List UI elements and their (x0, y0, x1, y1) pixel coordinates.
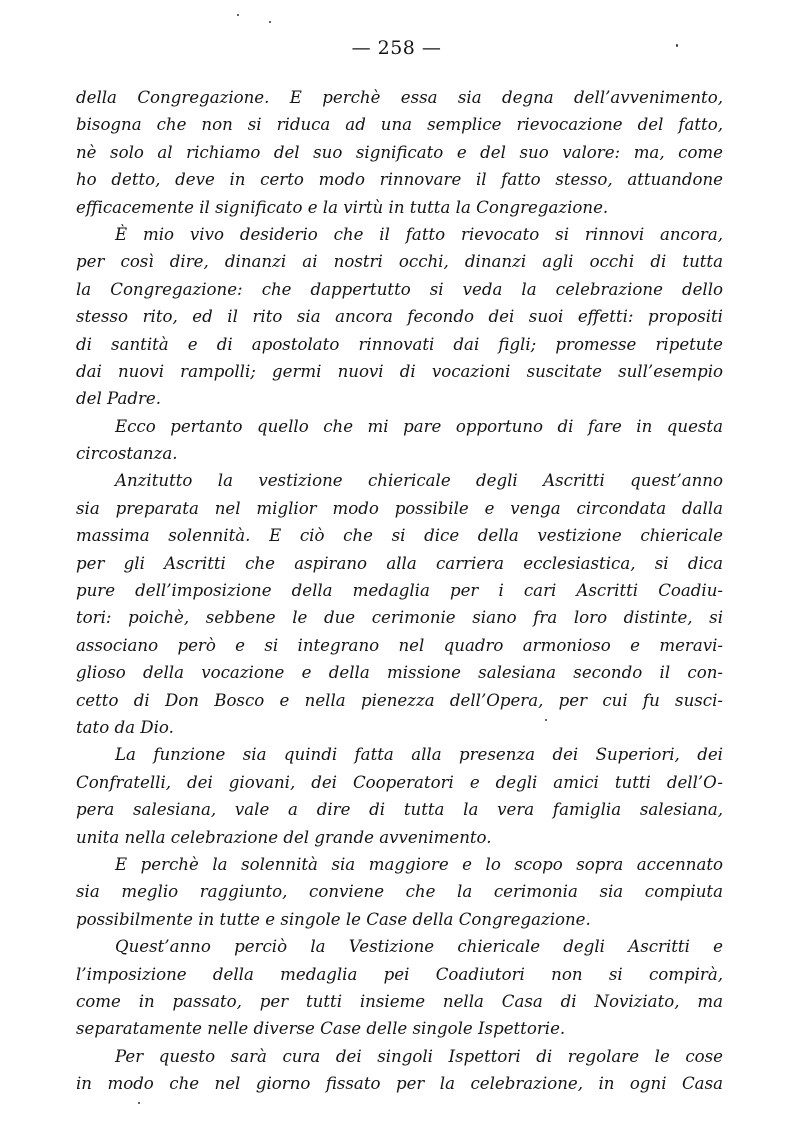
paragraph (76, 1043, 723, 1098)
scan-speck (269, 21, 271, 23)
text-line: glioso della vocazione e della missione salesiana secondo il con- (76, 663, 723, 683)
paragraph (76, 84, 723, 221)
text-line: cetto di Don Bosco e nella pienezza dell’Opera, per cui fu susci- (76, 690, 723, 710)
text-line: dai nuovi rampolli; germi nuovi di vocazioni suscitate sull’esempio (76, 361, 723, 381)
text-line: Per questo sarà cura dei singoli Ispettori di regolare le cose (115, 1046, 723, 1066)
text-line: pera salesiana, vale a dire di tutta la vera famiglia salesiana, (76, 800, 723, 820)
text-line: La funzione sia quindi fatta alla presenza dei Superiori, dei (115, 745, 723, 765)
scan-speck (545, 719, 547, 721)
text-line: ho detto, deve in certo modo rinnovare il fatto stesso, attuandone (76, 170, 723, 190)
body-text (76, 84, 723, 1097)
paragraph (76, 851, 723, 933)
text-line: del Padre. (76, 389, 161, 409)
text-line: bisogna che non si riduca ad una semplice rievocazione del fatto, (76, 115, 723, 135)
text-line: associano però e si integrano nel quadro armonioso e meravi- (76, 635, 723, 655)
text-line: E perchè la solennità sia maggiore e lo scopo sopra accennato (115, 854, 723, 874)
scan-speck (676, 44, 678, 47)
text-line: separatamente nelle diverse Case delle singole Ispettorie. (76, 1019, 566, 1039)
text-line: Anzitutto la vestizione chiericale degli Ascritti quest’anno (115, 471, 723, 491)
text-line: della Congregazione. E perchè essa sia degna dell’avvenimento, (76, 88, 723, 107)
paragraph (76, 221, 723, 413)
paragraph (76, 933, 723, 1043)
text-line: per gli Ascritti che aspirano alla carriera ecclesiastica, si dica (76, 553, 723, 573)
text-line: sia preparata nel miglior modo possibile e venga circondata dalla (76, 498, 723, 518)
text-line: possibilmente in tutte e singole le Case della Congregazione. (76, 909, 591, 929)
text-line: tato da Dio. (76, 717, 174, 737)
scan-speck (138, 1102, 140, 1104)
text-line: massima solennità. E ciò che si dice della vestizione chiericale (76, 526, 723, 546)
paragraph (76, 741, 723, 851)
text-line: Confratelli, dei giovani, dei Cooperatori e degli amici tutti dell’O- (76, 772, 723, 792)
text-line: efficacemente il significato e la virtù in tutta la Congregazione. (76, 197, 609, 217)
text-line: l’imposizione della medaglia pei Coadiutori non si compirà, (76, 964, 723, 984)
text-line: stesso rito, ed il rito sia ancora fecondo dei suoi effetti: propositi (76, 307, 723, 327)
scan-speck (237, 14, 239, 16)
text-line: Ecco pertanto quello che mi pare opportuno di fare in questa (115, 416, 723, 436)
text-line: tori: poichè, sebbene le due cerimonie siano fra loro distinte, si (76, 608, 723, 628)
text-line: nè solo al richiamo del suo significato e del suo valore: ma, come (76, 142, 723, 162)
text-line: come in passato, per tutti insieme nella Casa di Noviziato, ma (76, 991, 723, 1011)
paragraph (76, 413, 723, 468)
text-line: circostanza. (76, 444, 178, 464)
text-line: È mio vivo desiderio che il fatto rievocato si rinnovi ancora, (115, 224, 723, 244)
text-line: unita nella celebrazione del grande avvenimento. (76, 827, 492, 847)
text-line: per così dire, dinanzi ai nostri occhi, dinanzi agli occhi di tutta (76, 252, 723, 272)
text-line: la Congregazione: che dappertutto si veda la celebrazione dello (76, 279, 723, 299)
text-line: in modo che nel giorno fissato per la celebrazione, in ogni Casa (76, 1074, 723, 1094)
text-line: sia meglio raggiunto, conviene che la cerimonia sia compiuta (76, 882, 723, 902)
page-number: — 258 — (351, 37, 442, 59)
text-line: Quest’anno perciò la Vestizione chiericale degli Ascritti e (115, 937, 723, 957)
text-line: di santità e di apostolato rinnovati dai figli; promesse ripetute (76, 334, 723, 354)
text-line: pure dell’imposizione della medaglia per i cari Ascritti Coadiu- (76, 581, 723, 601)
paragraph (76, 467, 723, 741)
